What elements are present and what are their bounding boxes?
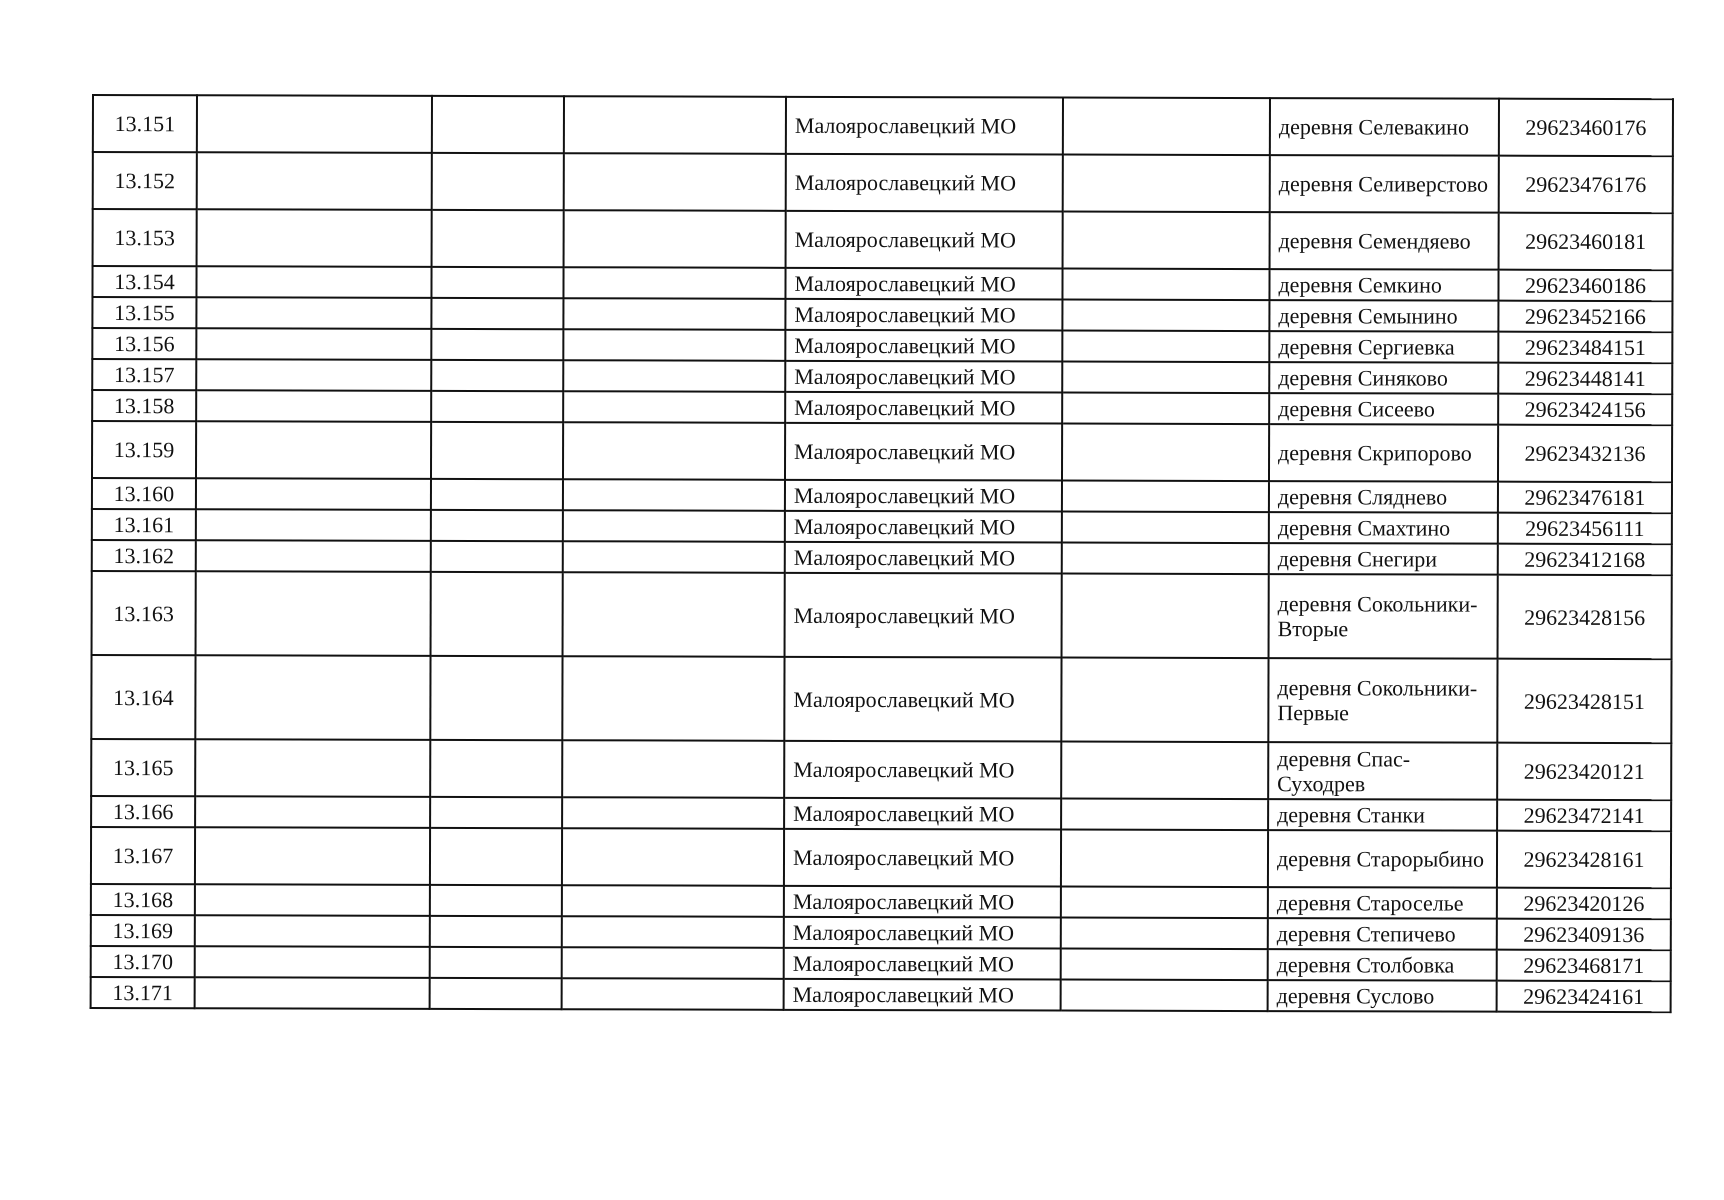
- empty-cell: [1063, 98, 1270, 156]
- municipality-cell: Малоярославецкий МО: [785, 268, 1062, 300]
- row-number-cell: 13.155: [92, 297, 196, 328]
- settlement-cell: деревня Сокольники-Первые: [1268, 658, 1497, 743]
- settlement-cell: деревня Староселье: [1268, 887, 1497, 919]
- table-row: [91, 915, 1671, 950]
- empty-cell: [431, 572, 563, 656]
- empty-cell: [562, 885, 784, 917]
- municipality-cell: Малоярославецкий МО: [785, 480, 1062, 512]
- empty-cell: [564, 210, 786, 268]
- settlement-cell: деревня Столбовка: [1268, 949, 1497, 981]
- row-number-cell: 13.166: [91, 796, 195, 827]
- table-row: [91, 827, 1671, 888]
- oktmo-code-cell: 29623428151: [1497, 659, 1671, 743]
- table-row: [92, 328, 1672, 363]
- municipality-cell: Малоярославецкий МО: [785, 573, 1062, 658]
- settlement-cell: деревня Скрипорово: [1269, 424, 1498, 482]
- empty-cell: [197, 95, 432, 153]
- empty-cell: [1061, 887, 1268, 919]
- settlement-cell: деревня Сокольники-Вторые: [1269, 574, 1498, 659]
- row-number-cell: 13.158: [92, 390, 196, 421]
- empty-cell: [1062, 481, 1269, 513]
- row-number-cell: 13.170: [91, 946, 195, 977]
- row-number-cell: 13.159: [92, 421, 196, 478]
- empty-cell: [196, 359, 431, 391]
- table-row: [91, 946, 1671, 981]
- empty-cell: [1062, 269, 1269, 301]
- table-row: [92, 571, 1672, 659]
- empty-cell: [563, 479, 785, 511]
- empty-cell: [562, 797, 784, 829]
- row-number-cell: 13.157: [92, 359, 196, 390]
- oktmo-code-cell: 29623448141: [1498, 363, 1672, 394]
- empty-cell: [1062, 393, 1269, 425]
- empty-cell: [432, 153, 564, 210]
- table-row: [92, 266, 1672, 301]
- empty-cell: [563, 510, 785, 542]
- row-number-cell: 13.152: [93, 152, 197, 209]
- empty-cell: [562, 978, 784, 1010]
- table-row: [92, 509, 1672, 544]
- municipality-cell: Малоярославецкий МО: [785, 542, 1062, 574]
- empty-cell: [563, 298, 785, 330]
- settlement-cell: деревня Сергиевка: [1269, 331, 1498, 363]
- municipality-cell: Малоярославецкий МО: [786, 211, 1063, 269]
- table-row: [92, 297, 1672, 332]
- row-number-cell: 13.171: [91, 977, 195, 1008]
- empty-cell: [430, 947, 562, 978]
- empty-cell: [432, 210, 564, 267]
- municipality-cell: Малоярославецкий МО: [784, 948, 1061, 980]
- settlement-cell: деревня Сляднево: [1269, 481, 1498, 513]
- municipality-cell: Малоярославецкий МО: [786, 154, 1063, 212]
- settlement-cell: деревня Селиверстово: [1270, 155, 1499, 213]
- empty-cell: [432, 96, 564, 153]
- table-row: [93, 152, 1673, 213]
- empty-cell: [1061, 658, 1268, 743]
- empty-cell: [195, 915, 430, 947]
- empty-cell: [196, 266, 431, 298]
- settlement-cell: деревня Селевакино: [1270, 98, 1499, 156]
- settlement-cell: деревня Смахтино: [1269, 512, 1498, 544]
- row-number-cell: 13.161: [92, 509, 196, 540]
- settlement-cell: деревня Семкино: [1269, 269, 1498, 301]
- empty-cell: [431, 267, 563, 298]
- settlement-cell: деревня Семынино: [1269, 300, 1498, 332]
- empty-cell: [196, 540, 431, 572]
- empty-cell: [196, 571, 431, 656]
- empty-cell: [196, 390, 431, 422]
- table-row: [91, 977, 1671, 1012]
- oktmo-code-cell: 29623456111: [1498, 513, 1672, 544]
- empty-cell: [431, 479, 563, 510]
- empty-cell: [195, 655, 430, 740]
- empty-cell: [196, 297, 431, 329]
- municipality-cell: Малоярославецкий МО: [786, 97, 1063, 155]
- table-row: [92, 421, 1672, 482]
- municipality-cell: Малоярославецкий МО: [785, 361, 1062, 393]
- empty-cell: [431, 329, 563, 360]
- empty-cell: [195, 946, 430, 978]
- municipality-cell: Малоярославецкий МО: [785, 423, 1062, 481]
- empty-cell: [1063, 212, 1270, 270]
- empty-cell: [563, 541, 785, 573]
- row-number-cell: 13.160: [92, 478, 196, 509]
- empty-cell: [1062, 512, 1269, 544]
- municipality-cell: Малоярославецкий МО: [784, 886, 1061, 918]
- table-row: [93, 95, 1673, 156]
- municipality-cell: Малоярославецкий МО: [785, 511, 1062, 543]
- empty-cell: [1061, 742, 1268, 800]
- empty-cell: [430, 740, 562, 797]
- empty-cell: [430, 656, 562, 740]
- oktmo-code-cell: 29623420121: [1497, 743, 1671, 800]
- empty-cell: [1061, 980, 1268, 1012]
- settlement-cell: деревня Снегири: [1269, 543, 1498, 575]
- row-number-cell: 13.164: [91, 655, 195, 739]
- table-row: [91, 796, 1671, 831]
- empty-cell: [1061, 799, 1268, 831]
- settlement-cell: деревня Сисеево: [1269, 393, 1498, 425]
- oktmo-code-cell: 29623432136: [1498, 425, 1672, 482]
- empty-cell: [195, 827, 430, 885]
- empty-cell: [562, 740, 784, 798]
- oktmo-code-cell: 29623424161: [1497, 981, 1671, 1012]
- municipality-cell: Малоярославецкий МО: [785, 330, 1062, 362]
- empty-cell: [196, 421, 431, 479]
- row-number-cell: 13.163: [92, 571, 196, 655]
- empty-cell: [430, 885, 562, 916]
- row-number-cell: 13.169: [91, 915, 195, 946]
- row-number-cell: 13.151: [93, 95, 197, 152]
- empty-cell: [1061, 918, 1268, 950]
- empty-cell: [564, 96, 786, 154]
- empty-cell: [563, 572, 785, 657]
- empty-cell: [563, 422, 785, 480]
- oktmo-code-cell: 29623472141: [1497, 800, 1671, 831]
- empty-cell: [431, 510, 563, 541]
- empty-cell: [563, 391, 785, 423]
- row-number-cell: 13.154: [92, 266, 196, 297]
- row-number-cell: 13.156: [92, 328, 196, 359]
- oktmo-code-cell: 29623476181: [1498, 482, 1672, 513]
- empty-cell: [430, 916, 562, 947]
- settlement-cell: деревня Станки: [1268, 799, 1497, 831]
- oktmo-code-cell: 29623468171: [1497, 950, 1671, 981]
- empty-cell: [431, 422, 563, 479]
- empty-cell: [563, 267, 785, 299]
- table-row: [91, 655, 1671, 743]
- empty-cell: [195, 977, 430, 1009]
- settlement-cell: деревня Старорыбино: [1268, 830, 1497, 888]
- table-row: [92, 359, 1672, 394]
- table-row: [92, 390, 1672, 425]
- empty-cell: [197, 152, 432, 210]
- oktmo-code-cell: 29623428161: [1497, 831, 1671, 888]
- empty-cell: [563, 360, 785, 392]
- municipality-cell: Малоярославецкий МО: [784, 979, 1061, 1011]
- municipality-cell: Малоярославецкий МО: [784, 917, 1061, 949]
- settlement-cell: деревня Спас-Суходрев: [1268, 742, 1497, 800]
- empty-cell: [564, 153, 786, 211]
- municipality-cell: Малоярославецкий МО: [785, 299, 1062, 331]
- empty-cell: [562, 947, 784, 979]
- row-number-cell: 13.162: [92, 540, 196, 571]
- empty-cell: [1062, 331, 1269, 363]
- oktmo-code-cell: 29623420126: [1497, 888, 1671, 919]
- municipality-cell: Малоярославецкий МО: [784, 798, 1061, 830]
- settlements-table: [90, 94, 1674, 1013]
- municipality-cell: Малоярославецкий МО: [785, 392, 1062, 424]
- table-row: [92, 540, 1672, 575]
- empty-cell: [562, 828, 784, 886]
- oktmo-code-cell: 29623424156: [1498, 394, 1672, 425]
- empty-cell: [195, 796, 430, 828]
- empty-cell: [1061, 830, 1268, 888]
- municipality-cell: Малоярославецкий МО: [784, 741, 1061, 799]
- empty-cell: [563, 329, 785, 361]
- oktmo-code-cell: 29623409136: [1497, 919, 1671, 950]
- settlement-cell: деревня Синяково: [1269, 362, 1498, 394]
- oktmo-code-cell: 29623460181: [1499, 213, 1673, 270]
- oktmo-code-cell: 29623460176: [1499, 99, 1673, 156]
- empty-cell: [195, 884, 430, 916]
- row-number-cell: 13.167: [91, 827, 195, 884]
- empty-cell: [196, 509, 431, 541]
- oktmo-code-cell: 29623460186: [1498, 270, 1672, 301]
- empty-cell: [1062, 543, 1269, 575]
- empty-cell: [195, 739, 430, 797]
- municipality-cell: Малоярославецкий МО: [784, 829, 1061, 887]
- empty-cell: [431, 298, 563, 329]
- table-row: [92, 478, 1672, 513]
- empty-cell: [430, 828, 562, 885]
- empty-cell: [1062, 574, 1269, 659]
- empty-cell: [1062, 424, 1269, 482]
- empty-cell: [430, 797, 562, 828]
- settlement-cell: деревня Степичево: [1268, 918, 1497, 950]
- empty-cell: [196, 328, 431, 360]
- empty-cell: [562, 656, 784, 741]
- municipality-cell: Малоярославецкий МО: [784, 657, 1061, 742]
- oktmo-code-cell: 29623484151: [1498, 332, 1672, 363]
- oktmo-code-cell: 29623452166: [1498, 301, 1672, 332]
- settlement-cell: деревня Семендяево: [1270, 212, 1499, 270]
- empty-cell: [1062, 300, 1269, 332]
- empty-cell: [196, 478, 431, 510]
- empty-cell: [1061, 949, 1268, 981]
- empty-cell: [562, 916, 784, 948]
- empty-cell: [431, 391, 563, 422]
- row-number-cell: 13.168: [91, 884, 195, 915]
- empty-cell: [1063, 155, 1270, 213]
- table-row: [91, 739, 1671, 800]
- row-number-cell: 13.165: [91, 739, 195, 796]
- table-row: [93, 209, 1673, 270]
- oktmo-code-cell: 29623412168: [1498, 544, 1672, 575]
- empty-cell: [1062, 362, 1269, 394]
- oktmo-code-cell: 29623476176: [1499, 156, 1673, 213]
- row-number-cell: 13.153: [93, 209, 197, 266]
- table-row: [91, 884, 1671, 919]
- oktmo-code-cell: 29623428156: [1498, 575, 1672, 659]
- settlement-cell: деревня Суслово: [1268, 980, 1497, 1012]
- empty-cell: [431, 360, 563, 391]
- empty-cell: [431, 541, 563, 572]
- empty-cell: [197, 209, 432, 267]
- empty-cell: [430, 978, 562, 1009]
